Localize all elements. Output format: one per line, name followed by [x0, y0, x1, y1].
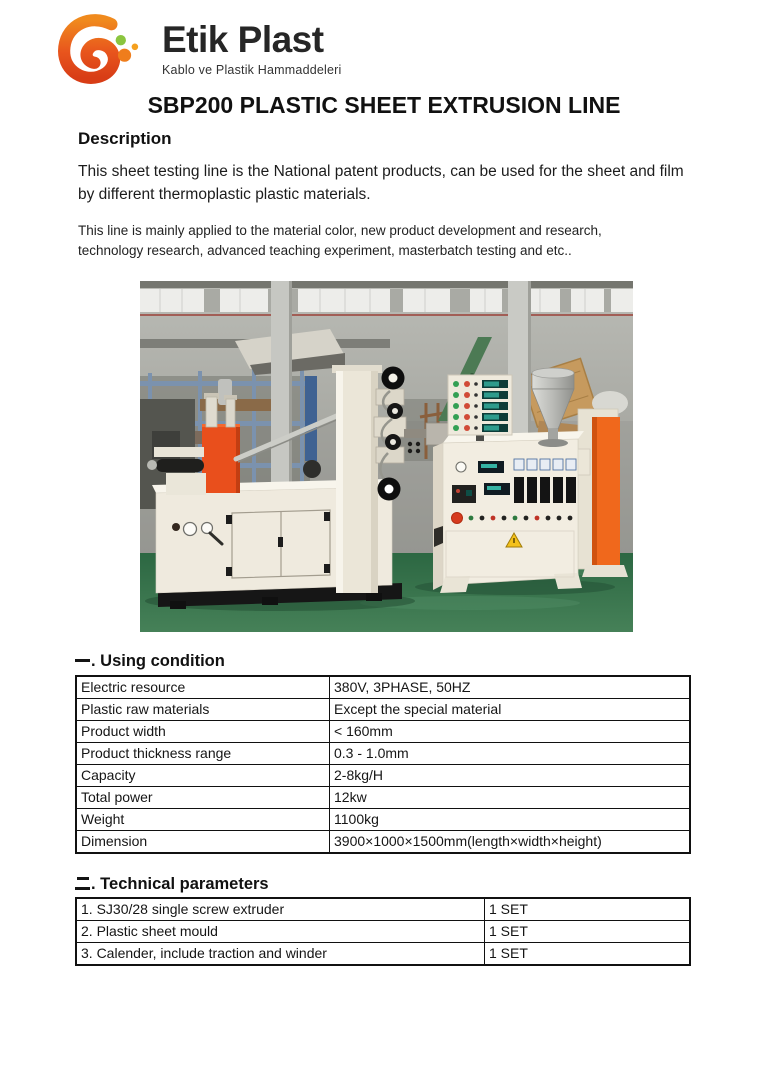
table-cell-value: 3900×1000×1500mm(length×width×height) — [330, 831, 691, 854]
table-cell-label: Plastic raw materials — [76, 699, 330, 721]
chinese-numeral-two-glyph — [75, 877, 90, 890]
table-row — [76, 809, 690, 831]
table-row — [76, 831, 690, 854]
table-cell-label: Product width — [76, 721, 330, 743]
table-cell-value: 0.3 - 1.0mm — [330, 743, 691, 765]
table-cell-label: Weight — [76, 809, 330, 831]
table-cell-value: Except the special material — [330, 699, 691, 721]
table-row — [76, 721, 690, 743]
table-cell-label: Total power — [76, 787, 330, 809]
table-row — [76, 787, 690, 809]
table-cell-label: 1. SJ30/28 single screw extruder — [76, 898, 485, 921]
table-row — [76, 676, 690, 699]
table-cell-value: 1100kg — [330, 809, 691, 831]
table-cell-value: 1 SET — [485, 943, 691, 966]
table-cell-label: Dimension — [76, 831, 330, 854]
table-row — [76, 898, 690, 921]
table-cell-value: 1 SET — [485, 898, 691, 921]
table-row — [76, 699, 690, 721]
table-cell-value: 1 SET — [485, 921, 691, 943]
description-paragraph-2: This line is mainly applied to the material color, new product development and research, technology research, advanced teaching experiment, masterbatch testing and etc.. — [78, 223, 602, 258]
technical-parameters-table — [75, 897, 691, 966]
section-heading-using-condition — [75, 651, 225, 671]
table-cell-label: Capacity — [76, 765, 330, 787]
table-cell-label: Electric resource — [76, 676, 330, 699]
table-cell-value: 380V, 3PHASE, 50HZ — [330, 676, 691, 699]
table-row — [76, 921, 690, 943]
table-cell-value: < 160mm — [330, 721, 691, 743]
table-row — [76, 765, 690, 787]
description-heading: Description — [78, 129, 172, 148]
product-photo — [140, 281, 633, 632]
section-title-text: . Technical parameters — [91, 875, 269, 893]
logo-tagline: Kablo ve Plastik Hammaddeleri — [162, 62, 342, 77]
description-paragraph-1: This sheet testing line is the National patent products, can be used for the sheet and film by different thermoplastic plastic materials. — [78, 163, 684, 203]
logo-name: Etik Plast — [162, 19, 324, 61]
table-cell-value: 2-8kg/H — [330, 765, 691, 787]
logo-text — [162, 21, 342, 77]
using-condition-table — [75, 675, 691, 854]
section-title-text: . Using condition — [91, 652, 225, 670]
section-heading-technical-parameters — [75, 874, 269, 894]
page-title: SBP200 PLASTIC SHEET EXTRUSION LINE — [147, 92, 621, 118]
table-cell-label: Product thickness range — [76, 743, 330, 765]
logo — [55, 12, 342, 86]
table-cell-label: 2. Plastic sheet mould — [76, 921, 485, 943]
table-row — [76, 943, 690, 966]
table-cell-label: 3. Calender, include traction and winder — [76, 943, 485, 966]
swirl-e-icon — [55, 12, 149, 86]
table-cell-value: 12kw — [330, 787, 691, 809]
table-row — [76, 743, 690, 765]
chinese-numeral-one-glyph — [75, 659, 90, 662]
